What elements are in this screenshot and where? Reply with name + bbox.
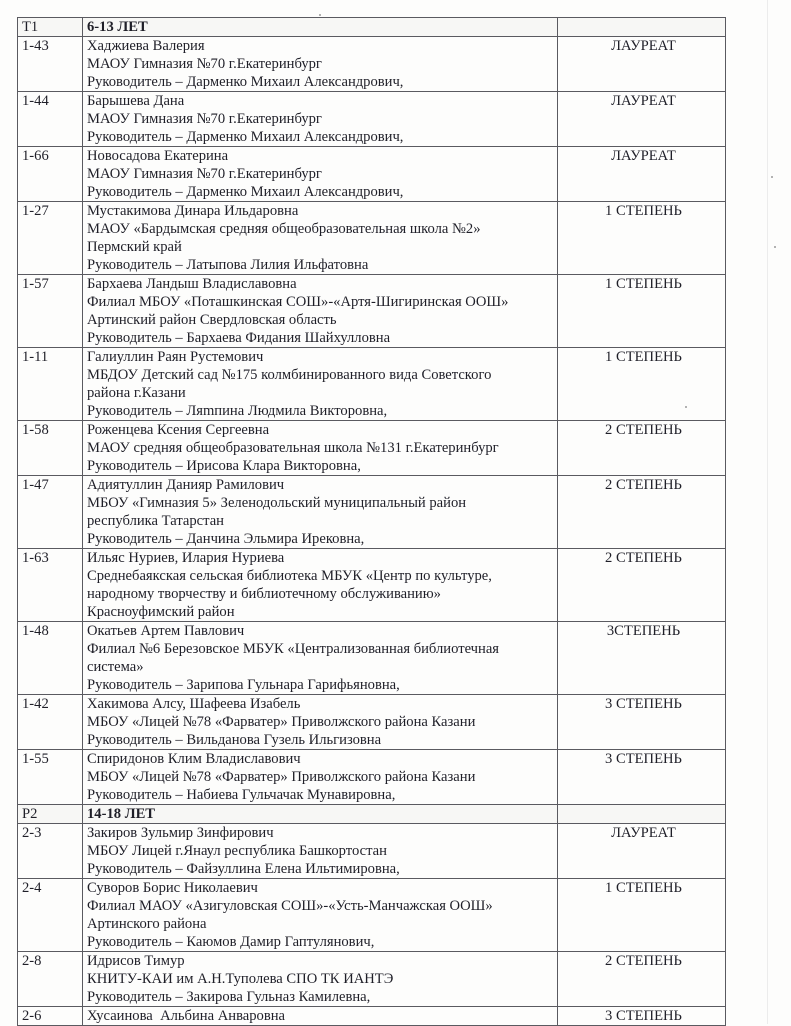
table-row bbox=[18, 879, 726, 952]
table-row bbox=[18, 202, 726, 275]
organization-line: МБДОУ Детский сад №175 колмбинированного вида Советского bbox=[87, 367, 492, 383]
participant-name: Новосадова Екатерина bbox=[87, 148, 229, 164]
organization-line: МБОУ «Лицей №78 «Фарватер» Приволжского района Казани bbox=[87, 769, 476, 785]
table-row bbox=[18, 147, 726, 202]
organization-line: КНИТУ-КАИ им А.Н.Туполева СПО ТК ИАНТЭ bbox=[87, 971, 394, 987]
entry-details bbox=[83, 824, 558, 879]
results-table bbox=[17, 17, 726, 1026]
table-row bbox=[18, 750, 726, 805]
organization-line: МБОУ Лицей г.Янаул республика Башкортостан bbox=[87, 843, 387, 859]
participant-name: Галиуллин Раян Рустемович bbox=[87, 349, 264, 365]
participant-name: Хаджиева Валерия bbox=[87, 38, 205, 54]
organization-line: Филиал №6 Березовское МБУК «Централизованная библиотечная bbox=[87, 641, 500, 657]
section-award-cell bbox=[558, 805, 726, 824]
entry-code: 2-3 bbox=[18, 824, 83, 879]
organization-line: района г.Казани bbox=[87, 385, 186, 401]
entry-code: 1-11 bbox=[18, 348, 83, 421]
entry-details bbox=[83, 92, 558, 147]
participant-name: Спиридонов Клим Владиславович bbox=[87, 751, 301, 767]
entry-details bbox=[83, 879, 558, 952]
award-badge: 3 СТЕПЕНЬ bbox=[558, 750, 726, 805]
participant-name: Идрисов Тимур bbox=[87, 953, 185, 969]
entry-details bbox=[83, 37, 558, 92]
participant-name: Закиров Зульмир Зинфирович bbox=[87, 825, 274, 841]
entry-code: 1-55 bbox=[18, 750, 83, 805]
entry-code: 1-44 bbox=[18, 92, 83, 147]
section-header-row bbox=[18, 18, 726, 37]
participant-name: Хусаинова Альбина Анваровна bbox=[87, 1008, 286, 1024]
entry-details bbox=[83, 695, 558, 750]
entry-code: 1-48 bbox=[18, 622, 83, 695]
entry-code: 1-42 bbox=[18, 695, 83, 750]
table-row bbox=[18, 476, 726, 549]
scan-speck bbox=[771, 176, 773, 178]
organization-line: МАОУ Гимназия №70 г.Екатеринбург bbox=[87, 166, 322, 182]
entry-code: 1-43 bbox=[18, 37, 83, 92]
table-row bbox=[18, 1007, 726, 1026]
award-badge: ЛАУРЕАТ bbox=[558, 824, 726, 879]
section-code: Т1 bbox=[18, 18, 83, 37]
award-badge: 3 СТЕПЕНЬ bbox=[558, 695, 726, 750]
entry-code: 1-58 bbox=[18, 421, 83, 476]
supervisor-line: Руководитель – Данчина Эльмира Ирековна, bbox=[87, 531, 365, 547]
supervisor-line: Руководитель – Дарменко Михаил Александрович, bbox=[87, 74, 404, 90]
organization-line: система» bbox=[87, 659, 144, 675]
supervisor-line: Руководитель – Набиева Гульчачак Мунавировна, bbox=[87, 787, 396, 803]
organization-line: Пермский край bbox=[87, 239, 182, 255]
participant-name: Ильяс Нуриев, Илария Нуриева bbox=[87, 550, 285, 566]
entry-details bbox=[83, 476, 558, 549]
participant-name: Барышева Дана bbox=[87, 93, 185, 109]
award-badge: 1 СТЕПЕНЬ bbox=[558, 275, 726, 348]
table-row bbox=[18, 695, 726, 750]
award-badge: 2 СТЕПЕНЬ bbox=[558, 549, 726, 622]
section-header-row bbox=[18, 805, 726, 824]
award-badge: 3СТЕПЕНЬ bbox=[558, 622, 726, 695]
entry-details bbox=[83, 147, 558, 202]
organization-line: МАОУ «Бардымская средняя общеобразовательная школа №2» bbox=[87, 221, 481, 237]
participant-name: Хакимова Алсу, Шафеева Изабель bbox=[87, 696, 301, 712]
participant-name: Мустакимова Динара Ильдаровна bbox=[87, 203, 299, 219]
participant-name: Бархаева Ландыш Владиславовна bbox=[87, 276, 297, 292]
entry-details bbox=[83, 348, 558, 421]
supervisor-line: Руководитель – Файзуллина Елена Ильтимировна, bbox=[87, 861, 400, 877]
entry-details bbox=[83, 750, 558, 805]
organization-line: МАОУ Гимназия №70 г.Екатеринбург bbox=[87, 56, 322, 72]
entry-code: 1-66 bbox=[18, 147, 83, 202]
entry-details bbox=[83, 202, 558, 275]
organization-line: Среднебаякская сельская библиотека МБУК «Центр по культуре, bbox=[87, 568, 492, 584]
table-row bbox=[18, 622, 726, 695]
table-row bbox=[18, 952, 726, 1007]
organization-line: республика Татарстан bbox=[87, 513, 224, 529]
entry-details bbox=[83, 1007, 558, 1026]
organization-line: Филиал МАОУ «Азигуловская СОШ»-«Усть-Манчажская ООШ» bbox=[87, 898, 493, 914]
award-badge: 2 СТЕПЕНЬ bbox=[558, 952, 726, 1007]
organization-line: МАОУ Гимназия №70 г.Екатеринбург bbox=[87, 111, 322, 127]
organization-line: Артинского района bbox=[87, 916, 207, 932]
table-row bbox=[18, 348, 726, 421]
entry-details bbox=[83, 275, 558, 348]
participant-name: Окатьев Артем Павлович bbox=[87, 623, 245, 639]
scan-speck bbox=[774, 246, 776, 248]
organization-line: МБОУ «Гимназия 5» Зеленодольский муниципальный район bbox=[87, 495, 467, 511]
entry-code: 1-47 bbox=[18, 476, 83, 549]
entry-code: 1-27 bbox=[18, 202, 83, 275]
award-badge: 1 СТЕПЕНЬ bbox=[558, 202, 726, 275]
participant-name: Суворов Борис Николаевич bbox=[87, 880, 258, 896]
participant-name: Адиятуллин Данияр Рамилович bbox=[87, 477, 285, 493]
supervisor-line: Руководитель – Латыпова Лилия Ильфатовна bbox=[87, 257, 369, 273]
entry-details bbox=[83, 421, 558, 476]
entry-details bbox=[83, 549, 558, 622]
award-badge: 2 СТЕПЕНЬ bbox=[558, 421, 726, 476]
section-award-cell bbox=[558, 18, 726, 37]
supervisor-line: Руководитель – Закирова Гульназ Камилевна, bbox=[87, 989, 371, 1005]
entry-code: 2-8 bbox=[18, 952, 83, 1007]
table-row bbox=[18, 92, 726, 147]
award-badge: ЛАУРЕАТ bbox=[558, 92, 726, 147]
award-badge: 1 СТЕПЕНЬ bbox=[558, 879, 726, 952]
organization-line: Красноуфимский район bbox=[87, 604, 235, 620]
scan-page-edge bbox=[767, 0, 768, 1024]
award-badge: 3 СТЕПЕНЬ bbox=[558, 1007, 726, 1026]
table-row bbox=[18, 275, 726, 348]
award-badge: ЛАУРЕАТ bbox=[558, 147, 726, 202]
organization-line: МБОУ «Лицей №78 «Фарватер» Приволжского района Казани bbox=[87, 714, 476, 730]
supervisor-line: Руководитель – Вильданова Гузель Ильгизовна bbox=[87, 732, 382, 748]
supervisor-line: Руководитель – Дарменко Михаил Александрович, bbox=[87, 184, 404, 200]
organization-line: МАОУ средняя общеобразовательная школа №131 г.Екатеринбург bbox=[87, 440, 499, 456]
supervisor-line: Руководитель – Каюмов Дамир Гаптулянович, bbox=[87, 934, 375, 950]
table-row bbox=[18, 37, 726, 92]
supervisor-line: Руководитель – Ирисова Клара Викторовна, bbox=[87, 458, 361, 474]
entry-code: 1-57 bbox=[18, 275, 83, 348]
supervisor-line: Руководитель – Бархаева Фидания Шайхулловна bbox=[87, 330, 391, 346]
entry-code: 2-4 bbox=[18, 879, 83, 952]
award-badge: ЛАУРЕАТ bbox=[558, 37, 726, 92]
participant-name: Роженцева Ксения Сергеевна bbox=[87, 422, 270, 438]
table-row bbox=[18, 549, 726, 622]
award-badge: 1 СТЕПЕНЬ bbox=[558, 348, 726, 421]
section-title: 14-18 ЛЕТ bbox=[83, 805, 558, 824]
table-row bbox=[18, 421, 726, 476]
table-row bbox=[18, 824, 726, 879]
organization-line: Артинский район Свердловская область bbox=[87, 312, 337, 328]
entry-code: 1-63 bbox=[18, 549, 83, 622]
entry-details bbox=[83, 622, 558, 695]
scan-speck bbox=[319, 14, 321, 16]
entry-details bbox=[83, 952, 558, 1007]
supervisor-line: Руководитель – Зарипова Гульнара Гарифьяновна, bbox=[87, 677, 400, 693]
section-code: Р2 bbox=[18, 805, 83, 824]
results-table-body bbox=[18, 18, 726, 1026]
organization-line: Филиал МБОУ «Поташкинская СОШ»-«Артя-Шигиринская ООШ» bbox=[87, 294, 509, 310]
supervisor-line: Руководитель – Дарменко Михаил Александрович, bbox=[87, 129, 404, 145]
award-badge: 2 СТЕПЕНЬ bbox=[558, 476, 726, 549]
supervisor-line: Руководитель – Ляmпина Людмила Викторовна, bbox=[87, 403, 388, 419]
entry-code: 2-6 bbox=[18, 1007, 83, 1026]
section-title: 6-13 ЛЕТ bbox=[83, 18, 558, 37]
organization-line: народному творчеству и библиотечному обслуживанию» bbox=[87, 586, 441, 602]
